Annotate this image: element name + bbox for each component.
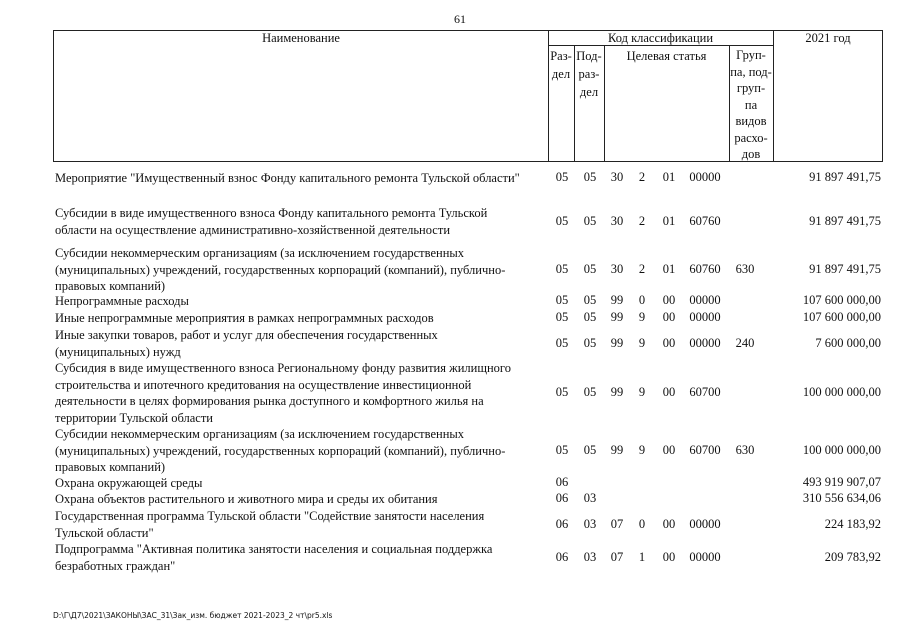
row-name-line: Иные непрограммные мероприятия в рамках непрограммных расходов: [55, 311, 434, 325]
code-pr: 05: [583, 170, 597, 185]
code-d: 60700: [689, 385, 721, 399]
row-amount: 310 556 634,06: [802, 491, 881, 506]
row-name: [55, 508, 543, 541]
row-name-line: безработных граждан": [55, 558, 176, 573]
row-name-line: Субсидии в виде имущественного взноса Фонду капитального ремонта Тульской: [55, 206, 488, 220]
row-name-line: деятельности в целях формирования рынка доступного и комфортного жилья на: [55, 394, 484, 408]
code-d: 00000: [689, 310, 721, 325]
row-name-line: Государственная программа Тульской области "Содействие занятости населения: [55, 509, 485, 523]
code-a: 30: [610, 170, 624, 185]
page-number: 61: [454, 12, 466, 26]
code-a: 99: [610, 442, 624, 457]
code-b: 2: [638, 170, 646, 185]
code-c: 01: [662, 213, 676, 228]
row-name-line: Субсидия в виде имущественного взноса Региональному фонду развития жилищного: [55, 361, 511, 375]
code-pr: 03: [583, 491, 597, 506]
code-d: 00000: [689, 170, 721, 185]
code-pr: 05: [583, 310, 597, 325]
code-b: 0: [638, 293, 646, 308]
header-name: Наименование: [262, 31, 340, 45]
code-d: 60700: [689, 442, 721, 457]
row-name-line: Субсидии некоммерческим организациям (за исключением государственных: [55, 246, 465, 260]
code-rz: 05: [555, 335, 569, 350]
code-rz: 05: [555, 293, 569, 308]
header-year: 2021 год: [805, 31, 851, 45]
row-name-line: Охрана объектов растительного и животного мира и среды их обитания: [55, 492, 438, 506]
row-name-line: Иные закупки товаров, работ и услуг для обеспечения государственных: [55, 328, 438, 342]
row-name-line: (муниципальных) учреждений, государственных корпораций (компаний), публично-: [55, 443, 506, 458]
row-name: [55, 541, 543, 574]
row-amount: 100 000 000,00: [802, 385, 881, 399]
row-name: [55, 170, 543, 187]
code-b: 0: [638, 516, 646, 531]
code-a: 99: [610, 385, 624, 399]
code-a: 07: [610, 549, 624, 564]
row-name-line: Подпрограмма "Активная политика занятости населения и социальная поддержка: [55, 542, 493, 556]
code-rz: 05: [555, 385, 569, 399]
code-d: 00000: [689, 549, 721, 564]
code-vr: 630: [735, 261, 755, 276]
row-amount: 107 600 000,00: [802, 310, 881, 325]
code-a: 30: [610, 213, 624, 228]
row-amount: 91 897 491,75: [809, 213, 881, 228]
code-rz: 05: [555, 170, 569, 185]
code-d: 60760: [689, 213, 721, 228]
row-amount: 224 183,92: [824, 516, 881, 531]
code-c: 00: [662, 442, 676, 457]
code-rz: 06: [555, 475, 569, 490]
code-pr: 03: [583, 549, 597, 564]
code-c: 01: [662, 170, 676, 185]
header-code: Код классификации: [607, 31, 714, 45]
row-name-line: Мероприятие "Имущественный взнос Фонду капитального ремонта Тульской области": [55, 171, 520, 185]
code-pr: 05: [583, 442, 597, 457]
code-rz: 05: [555, 213, 569, 228]
row-amount: 91 897 491,75: [809, 261, 881, 276]
row-name-line: области на осуществление административно-хозяйственной деятельности: [55, 222, 451, 237]
code-b: 1: [638, 549, 646, 564]
header-razdel: Раз- дел: [550, 49, 572, 81]
header-target: Целевая статья: [626, 49, 707, 63]
code-c: 00: [662, 385, 676, 399]
code-a: 99: [610, 293, 624, 308]
code-vr: 240: [735, 335, 755, 350]
code-b: 9: [638, 442, 646, 457]
code-b: 9: [638, 335, 646, 350]
row-name-line: Субсидии некоммерческим организациям (за исключением государственных: [55, 427, 465, 441]
code-b: 9: [638, 310, 646, 325]
row-name-line: Тульской области": [55, 525, 154, 540]
row-amount: 7 600 000,00: [815, 335, 881, 350]
code-vr: 630: [735, 442, 755, 457]
code-d: 60760: [689, 261, 721, 276]
code-c: 00: [662, 293, 676, 308]
row-name: [55, 491, 543, 508]
code-pr: 05: [583, 385, 597, 399]
row-name: [55, 310, 543, 327]
row-name-line: Непрограммные расходы: [55, 294, 189, 308]
code-b: 2: [638, 261, 646, 276]
row-amount: 107 600 000,00: [802, 293, 881, 308]
footer-filepath: D:\Г\Д7\2021\ЗАКОНЫ\ЗАС_31\Зак_изм. бюджет 2021-2023_2 чт\pr5.xls: [53, 611, 333, 620]
row-name: [55, 426, 543, 476]
code-pr: 05: [583, 293, 597, 308]
header-group: Груп- па, под- груп- па видов расхо- дов: [730, 48, 772, 161]
code-a: 99: [610, 310, 624, 325]
row-name: [55, 475, 543, 492]
row-name: [55, 293, 543, 310]
code-b: 9: [638, 385, 646, 399]
code-pr: 05: [583, 335, 597, 350]
row-name-line: строительства и ипотечного кредитования на осуществление инвестиционной: [55, 377, 472, 392]
code-rz: 06: [555, 491, 569, 506]
row-amount: 100 000 000,00: [802, 442, 881, 457]
row-name: [55, 327, 543, 360]
row-name-line: правовых компаний): [55, 460, 166, 474]
code-d: 00000: [689, 335, 721, 350]
code-a: 07: [610, 516, 624, 531]
row-name-line: Охрана окружающей среды: [55, 476, 203, 490]
code-pr: 03: [583, 516, 597, 531]
row-name: [55, 360, 543, 426]
row-name-line: (муниципальных) нужд: [55, 344, 181, 359]
code-rz: 06: [555, 516, 569, 531]
code-d: 00000: [689, 516, 721, 531]
row-name-line: (муниципальных) учреждений, государственных корпораций (компаний), публично-: [55, 262, 506, 277]
code-d: 00000: [689, 293, 721, 308]
row-name-line: правовых компаний): [55, 279, 166, 293]
header-podrazdel: Под- раз- дел: [576, 49, 602, 99]
code-rz: 05: [555, 261, 569, 276]
code-rz: 05: [555, 310, 569, 325]
code-c: 01: [662, 261, 676, 276]
code-c: 00: [662, 335, 676, 350]
row-amount: 493 919 907,07: [802, 475, 881, 490]
code-c: 00: [662, 516, 676, 531]
code-b: 2: [638, 213, 646, 228]
code-pr: 05: [583, 213, 597, 228]
row-amount: 91 897 491,75: [809, 170, 881, 185]
code-a: 99: [610, 335, 624, 350]
row-name: [55, 245, 543, 295]
code-rz: 05: [555, 442, 569, 457]
code-c: 00: [662, 549, 676, 564]
code-pr: 05: [583, 261, 597, 276]
row-amount: 209 783,92: [824, 549, 881, 564]
code-a: 30: [610, 261, 624, 276]
code-c: 00: [662, 310, 676, 325]
code-rz: 06: [555, 549, 569, 564]
row-name-line: территории Тульской области: [55, 410, 213, 425]
row-name: [55, 205, 543, 238]
